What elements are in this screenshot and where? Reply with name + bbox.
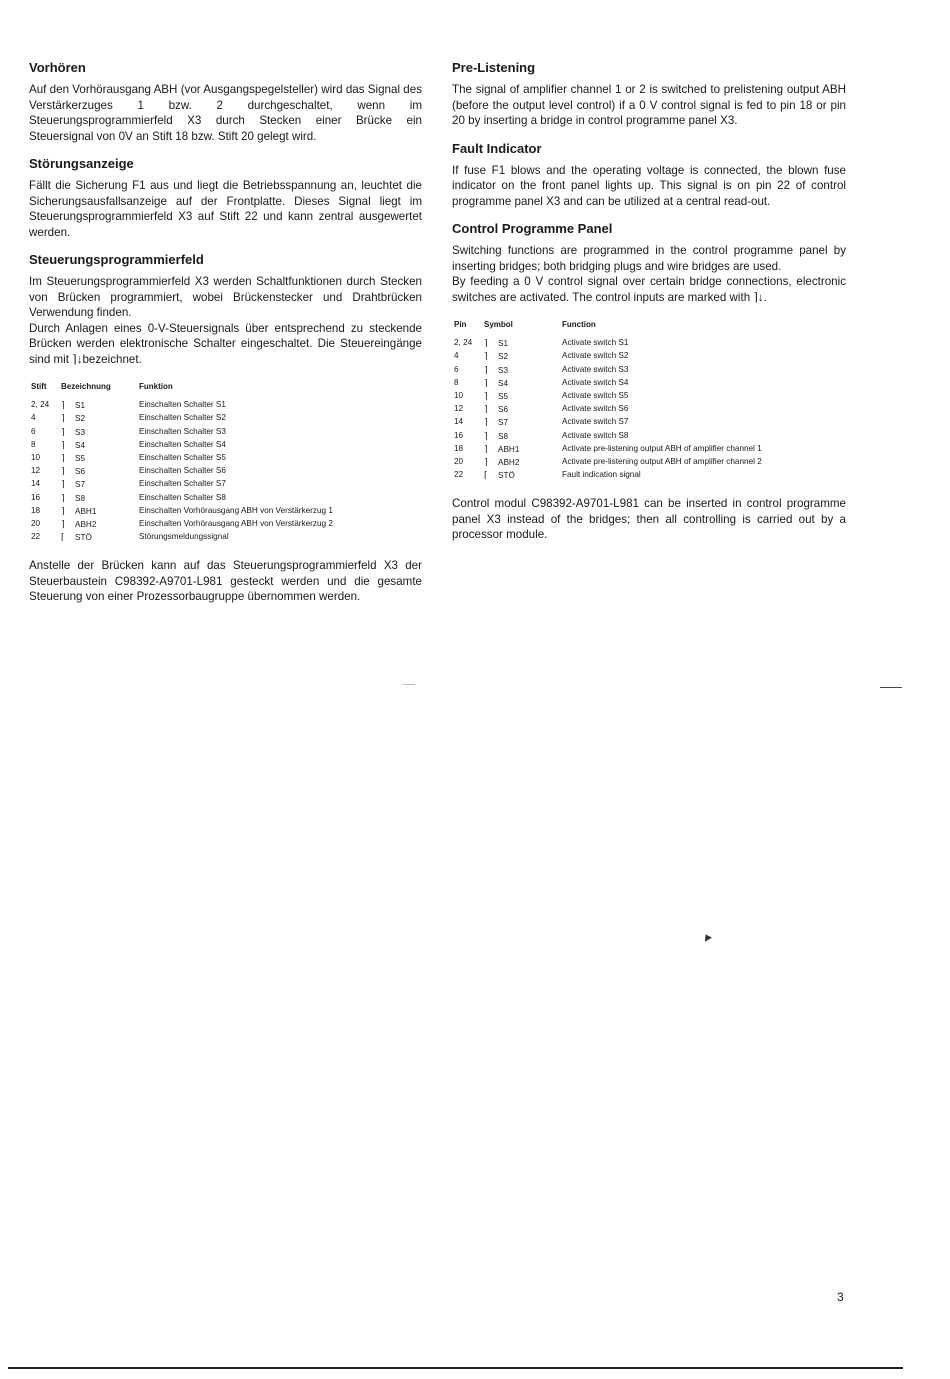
control-input-icon: ⌉: [484, 417, 488, 428]
section-vorhoeren: [29, 60, 422, 144]
table-row: [452, 390, 762, 403]
function-cell: Einschalten Schalter S7: [139, 479, 226, 489]
table-row: [452, 337, 762, 350]
function-cell: Einschalten Schalter S2: [139, 413, 226, 423]
pin-cell: 14: [31, 479, 41, 489]
table-header-row: [452, 319, 762, 337]
function-cell: Einschalten Schalter S6: [139, 466, 226, 476]
control-input-icon: ⌉: [61, 466, 65, 477]
control-input-icon: ⌉: [61, 413, 65, 424]
function-cell: Einschalten Schalter S5: [139, 453, 226, 463]
symbol-label: S4: [75, 440, 86, 450]
symbol-label: S3: [498, 365, 509, 375]
function-cell: Activate switch S6: [562, 404, 629, 414]
section-title: Fault Indicator: [452, 140, 542, 156]
table-row: [452, 430, 762, 443]
section-paragraph: Fällt die Sicherung F1 aus und liegt die Betriebsspannung an, leuchtet die Sicherungsausfallsanzeige auf der Frontplatte. Dieses Signal liegt im Steuerungsprogrammierfeld X3 auf Stift 22 und kann zentral ausgewertet werden.: [29, 179, 422, 239]
section-title: Steuerungsprogrammierfeld: [29, 252, 204, 267]
table-row: [452, 469, 762, 482]
header-symbol: Symbol: [484, 320, 513, 329]
symbol-cell: [484, 469, 562, 482]
table-row: [452, 456, 762, 469]
pin-cell: 14: [454, 417, 464, 427]
symbol-label: S8: [498, 431, 509, 441]
control-input-icon: ⌉: [484, 391, 488, 402]
control-input-icon: ⌉: [61, 426, 65, 437]
control-input-icon: ⌉: [61, 492, 65, 503]
symbol-cell: [61, 518, 139, 531]
pin-cell: 18: [31, 505, 41, 515]
symbol-cell: [61, 492, 139, 505]
section-fault-indicator: [452, 141, 846, 210]
symbol-cell: [61, 439, 139, 452]
function-cell: Activate switch S8: [562, 430, 629, 440]
symbol-label: S1: [75, 401, 86, 411]
symbol-label: S7: [75, 480, 86, 490]
function-cell: Einschalten Schalter S1: [139, 400, 226, 410]
header-function: Funktion: [139, 382, 173, 391]
table-row: [29, 399, 333, 412]
table-row: [29, 465, 333, 478]
symbol-label: ABH2: [75, 520, 97, 530]
symbol-cell: [61, 426, 139, 439]
symbol-cell: [484, 456, 562, 469]
section-steuerungsprogrammierfeld: [29, 252, 422, 367]
table-row: [29, 531, 333, 544]
function-cell: Activate switch S1: [562, 338, 629, 348]
symbol-label: S7: [498, 418, 509, 428]
control-input-icon: ⌉: [484, 377, 488, 388]
section-title: Vorhören: [29, 60, 86, 75]
function-cell: Fault indication signal: [562, 470, 641, 480]
control-input-icon: ⌉: [484, 430, 488, 441]
pin-cell: 2, 24: [454, 338, 473, 348]
control-input-icon: ⌉: [61, 519, 65, 530]
symbol-label: S5: [75, 454, 86, 464]
pin-cell: 22: [454, 470, 464, 480]
symbol-cell: [484, 337, 562, 350]
pin-cell: 10: [454, 391, 464, 401]
table-row: [29, 439, 333, 452]
section-paragraph: Durch Anlagen eines 0-V-Steuersignals über entsprechend zu steckende Brücken werden elektronische Schalter eingeschaltet. Die Steuereingänge sind mit ⌉↓bezeichnet.: [29, 321, 422, 366]
symbol-label: ABH1: [498, 444, 520, 454]
table-row: [29, 452, 333, 465]
control-input-icon: ⌉: [61, 453, 65, 464]
control-input-icon: ⌉: [484, 364, 488, 375]
symbol-label: S1: [498, 339, 509, 349]
section-paragraph: By feeding a 0 V control signal over certain bridge connections, electronic switches are activated. The control inputs are marked with ⌉↓.: [452, 275, 846, 304]
table-row: [29, 492, 333, 505]
section-stoerungsanzeige: [29, 156, 422, 240]
control-input-icon: ⌉: [484, 443, 488, 454]
symbol-cell: [61, 505, 139, 518]
function-cell: Activate switch S3: [562, 364, 629, 374]
section-paragraph: Auf den Vorhörausgang ABH (vor Ausgangspegelsteller) wird das Signal des Verstärkerzuges 1 bzw. 2 durchgeschaltet, wenn im Steuerungsprogrammierfeld X3 durch Stecken einer Brücke ein Steuersignal von 0V an Stift 18 bzw. Stift 20 gelegt wird.: [29, 83, 422, 143]
symbol-label: S5: [498, 392, 509, 402]
function-cell: Activate pre-listening output ABH of amplifier channel 2: [562, 457, 762, 467]
symbol-cell: [61, 465, 139, 478]
bottom-rule: [8, 1367, 903, 1369]
scan-mark: [880, 687, 902, 688]
table-body: [29, 399, 333, 544]
control-input-icon: ⌉: [484, 457, 488, 468]
scan-mark: [702, 932, 712, 941]
function-cell: Einschalten Vorhörausgang ABH von Verstärkerzug 1: [139, 505, 333, 515]
pin-cell: 16: [31, 492, 41, 502]
control-input-icon: ⌈: [61, 532, 65, 543]
table-row: [29, 478, 333, 491]
german-column: [29, 60, 422, 605]
symbol-cell: [484, 416, 562, 429]
function-cell: Activate switch S4: [562, 377, 629, 387]
section-title: Control Programme Panel: [452, 221, 613, 236]
symbol-cell: [484, 403, 562, 416]
section-control-programme-panel: [452, 221, 846, 305]
symbol-cell: [61, 531, 139, 544]
symbol-label: S2: [75, 414, 86, 424]
section-paragraph: If fuse F1 blows and the operating voltage is connected, the blown fuse indicator on the front panel lights up. This signal is on pin 22 of control programme panel X3 and can be utilized at a central read-out.: [452, 163, 846, 208]
section-pre-listening: [452, 60, 846, 129]
pin-cell: 2, 24: [31, 400, 50, 410]
symbol-label: S2: [498, 352, 509, 362]
table-header-row: [29, 381, 333, 399]
section-paragraph: Switching functions are programmed in the control programme panel by inserting bridges; both bridging plugs and wire bridges are used.: [452, 244, 846, 273]
table-row: [452, 403, 762, 416]
section-title: Pre-Listening: [452, 60, 536, 75]
function-cell: Störungsmeldungssignal: [139, 532, 229, 542]
header-symbol: Bezeichnung: [61, 382, 111, 391]
table-body: [452, 337, 762, 482]
header-pin: Pin: [454, 320, 467, 329]
closing-paragraph: Control modul C98392-A9701-L981 can be inserted in control programme panel X3 instead of the bridges; then all controlling is carried out by a processor module.: [452, 497, 846, 542]
section-paragraph: Im Steuerungsprogrammierfeld X3 werden Schaltfunktionen durch Stecken von Brücken programmiert, wobei Brückenstecker und Drahtbrücken Verwendung finden.: [29, 275, 422, 319]
table-row: [29, 505, 333, 518]
symbol-cell: [484, 430, 562, 443]
pin-cell: 10: [31, 453, 41, 463]
function-cell: Einschalten Schalter S3: [139, 426, 226, 436]
table-row: [452, 364, 762, 377]
control-input-icon: ⌈: [484, 470, 488, 481]
control-input-icon: ⌉: [484, 404, 488, 415]
section-paragraph: The signal of amplifier channel 1 or 2 is switched to prelistening output ABH (before the output level control) if a 0 V control signal is fed to pin 18 or pin 20 by inserting a bridge in control programme panel X3.: [452, 83, 846, 127]
symbol-cell: [484, 390, 562, 403]
symbol-label: S6: [498, 405, 509, 415]
pin-cell: 4: [454, 351, 459, 361]
pin-cell: 22: [31, 532, 41, 542]
table-row: [452, 416, 762, 429]
table-row: [29, 412, 333, 425]
function-cell: Einschalten Vorhörausgang ABH von Verstärkerzug 2: [139, 519, 333, 529]
function-cell: Activate switch S7: [562, 417, 629, 427]
closing-paragraph: Anstelle der Brücken kann auf das Steuerungsprogrammierfeld X3 der Steuerbaustein C98392-A9701-L981 gesteckt werden und die gesamte Steuerung von einer Prozessorbaugruppe übernommen werden.: [29, 559, 422, 604]
pin-cell: 18: [454, 443, 464, 453]
table-row: [452, 377, 762, 390]
pin-cell: 20: [454, 457, 464, 467]
function-cell: Einschalten Schalter S8: [139, 492, 226, 502]
header-function: Function: [562, 320, 596, 329]
table-row: [452, 350, 762, 363]
symbol-label: S6: [75, 467, 86, 477]
function-cell: Activate switch S5: [562, 391, 629, 401]
pin-cell: 20: [31, 519, 41, 529]
symbol-cell: [484, 443, 562, 456]
pin-cell: 12: [454, 404, 464, 414]
symbol-cell: [484, 377, 562, 390]
function-cell: Activate pre-listening output ABH of amplifier channel 1: [562, 443, 762, 453]
pin-cell: 16: [454, 430, 464, 440]
pin-cell: 8: [31, 439, 36, 449]
symbol-label: S3: [75, 427, 86, 437]
pin-cell: 12: [31, 466, 41, 476]
pin-assignment-table-en: [452, 319, 762, 482]
symbol-label: STÖ: [75, 533, 92, 543]
header-pin: Stift: [31, 382, 47, 391]
section-title: Störungsanzeige: [29, 156, 134, 171]
page-number: 3: [837, 1290, 844, 1304]
control-input-icon: ⌉: [61, 505, 65, 516]
symbol-cell: [61, 478, 139, 491]
control-input-icon: ⌉: [484, 351, 488, 362]
table-row: [29, 518, 333, 531]
symbol-cell: [484, 364, 562, 377]
symbol-cell: [484, 350, 562, 363]
pin-cell: 4: [31, 413, 36, 423]
table-row: [29, 426, 333, 439]
pin-assignment-table-de: [29, 381, 333, 544]
function-cell: Einschalten Schalter S4: [139, 439, 226, 449]
pin-cell: 8: [454, 377, 459, 387]
symbol-label: STÖ: [498, 471, 515, 481]
english-column: [452, 60, 846, 543]
scan-mark: [403, 684, 415, 685]
table-row: [452, 443, 762, 456]
symbol-label: S8: [75, 493, 86, 503]
symbol-label: ABH2: [498, 458, 520, 468]
control-input-icon: ⌉: [61, 400, 65, 411]
symbol-cell: [61, 452, 139, 465]
symbol-cell: [61, 399, 139, 412]
symbol-label: S4: [498, 378, 509, 388]
control-input-icon: ⌉: [484, 338, 488, 349]
control-input-icon: ⌉: [61, 479, 65, 490]
control-input-icon: ⌉: [61, 439, 65, 450]
symbol-label: ABH1: [75, 506, 97, 516]
symbol-cell: [61, 412, 139, 425]
function-cell: Activate switch S2: [562, 351, 629, 361]
pin-cell: 6: [31, 426, 36, 436]
pin-cell: 6: [454, 364, 459, 374]
